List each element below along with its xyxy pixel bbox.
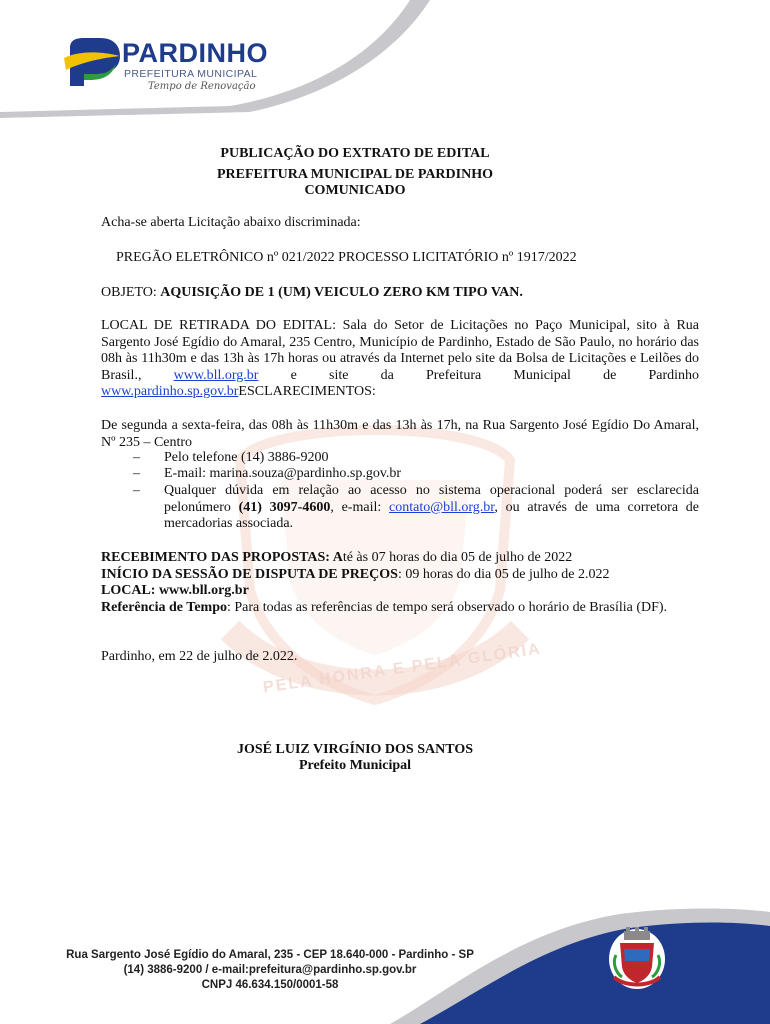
logo-tagline: Tempo de Renovação [148,81,256,92]
local-paragraph [101,318,699,401]
signature-name: JOSÉ LUIZ VIRGÍNIO DOS SANTOS [236,742,473,757]
recebimento-value: té às 07 horas do dia 05 de julho de 2022 [342,550,573,565]
recebimento-line [101,550,699,567]
objeto-value: AQUISIÇÃO DE 1 (UM) VEICULO ZERO KM TIPO VAN. [160,285,523,300]
logo-p-icon [62,34,124,94]
recebimento-label: RECEBIMENTO DAS PROPOSTAS: A [101,550,343,565]
local-site-label: LOCAL: www.bll.org.br [101,583,249,598]
intro-text: Acha-se aberta Licitação abaixo discriminada: [101,215,361,230]
bullet-phone: Pelo telefone (14) 3886-9200 [164,450,329,465]
recebimento-block [101,550,699,616]
duvida-text3: , ou através de uma corretora de mercadorias associada. [164,499,700,531]
bll-link[interactable]: www.bll.org.br [173,367,259,383]
signature-role: Prefeito Municipal [298,758,412,773]
municipal-crest-icon [608,925,666,991]
title-line1: PUBLICAÇÃO DO EXTRATO DE EDITAL [220,146,490,161]
duvida-phone: (41) 3097-4600 [238,499,331,515]
local-site-line [101,583,699,600]
duvida-text1: Qualquer dúvida em relação ao acesso no sistema operacional poderá ser esclarecida pelonúmero [164,483,699,515]
title-line3: COMUNICADO [304,183,406,198]
footer-contact: (14) 3886-9200 / e-mail:prefeitura@pardinho.sp.gov.br [123,964,417,976]
bullet-marker-1: – [133,450,140,465]
objeto-line [101,285,699,302]
contato-email-link[interactable]: contato@bll.org.br [389,499,495,515]
local-text: LOCAL DE RETIRADA DO EDITAL: Sala do Setor de Licitações no Paço Municipal, sito à Rua Sargento José Egídio do Amaral, 235 Centro, Município de Pardinho, Estado de São Paulo, no horário das 08h às 11h30m e das 13h às 17h horas ou através da Internet pelo site da Bolsa de Licitações e Leilões do Brasil., [101,318,699,383]
inicio-line [101,567,699,584]
logo-subtitle: PREFEITURA MUNICIPAL [124,68,258,80]
footer-cnpj: CNPJ 46.634.150/0001-58 [201,979,339,991]
pardinho-link[interactable]: www.pardinho.sp.gov.br [101,384,239,399]
footer-address: Rua Sargento José Egídio do Amaral, 235 - CEP 18.640-000 - Pardinho - SP [66,949,474,961]
logo-name: PARDINHO [122,38,269,68]
objeto-label: OBJETO: [101,285,157,300]
local-text2: e site da Prefeitura Municipal de Pardinho [290,367,700,383]
bullet-duvida [164,483,699,533]
referencia-value: : Para todas as referências de tempo será observado o horário de Brasília (DF). [226,599,668,615]
inicio-label: INÍCIO DA SESSÃO DE DISPUTA DE PREÇOS [101,566,398,582]
title-line2: PREFEITURA MUNICIPAL DE PARDINHO [217,167,493,182]
bullet-email: E-mail: marina.souza@pardinho.sp.gov.br [164,466,402,481]
bullet-marker-3: – [133,483,140,498]
bullet-marker-2: – [133,466,140,481]
date-place: Pardinho, em 22 de julho de 2.022. [101,649,298,664]
referencia-line [101,600,699,617]
pardinho-logo [62,34,282,104]
horario-text: De segunda a sexta-feira, das 08h às 11h30m e das 13h às 17h, na Rua Sargento José Egídio Do Amaral, Nº 235 – Centro [101,418,699,450]
inicio-value: : 09 horas do dia 05 de julho de 2.022 [397,566,610,582]
watermark-motto: PELA HONRA E PELA GLÓRIA [262,640,543,697]
referencia-label: Referência de Tempo [101,599,227,615]
duvida-text2: , e-mail: [330,499,382,515]
pregao-text: PREGÃO ELETRÔNICO nº 021/2022 PROCESSO LICITATÓRIO nº 1917/2022 [116,250,577,265]
esclarecimentos-label: ESCLARECIMENTOS: [238,384,376,399]
